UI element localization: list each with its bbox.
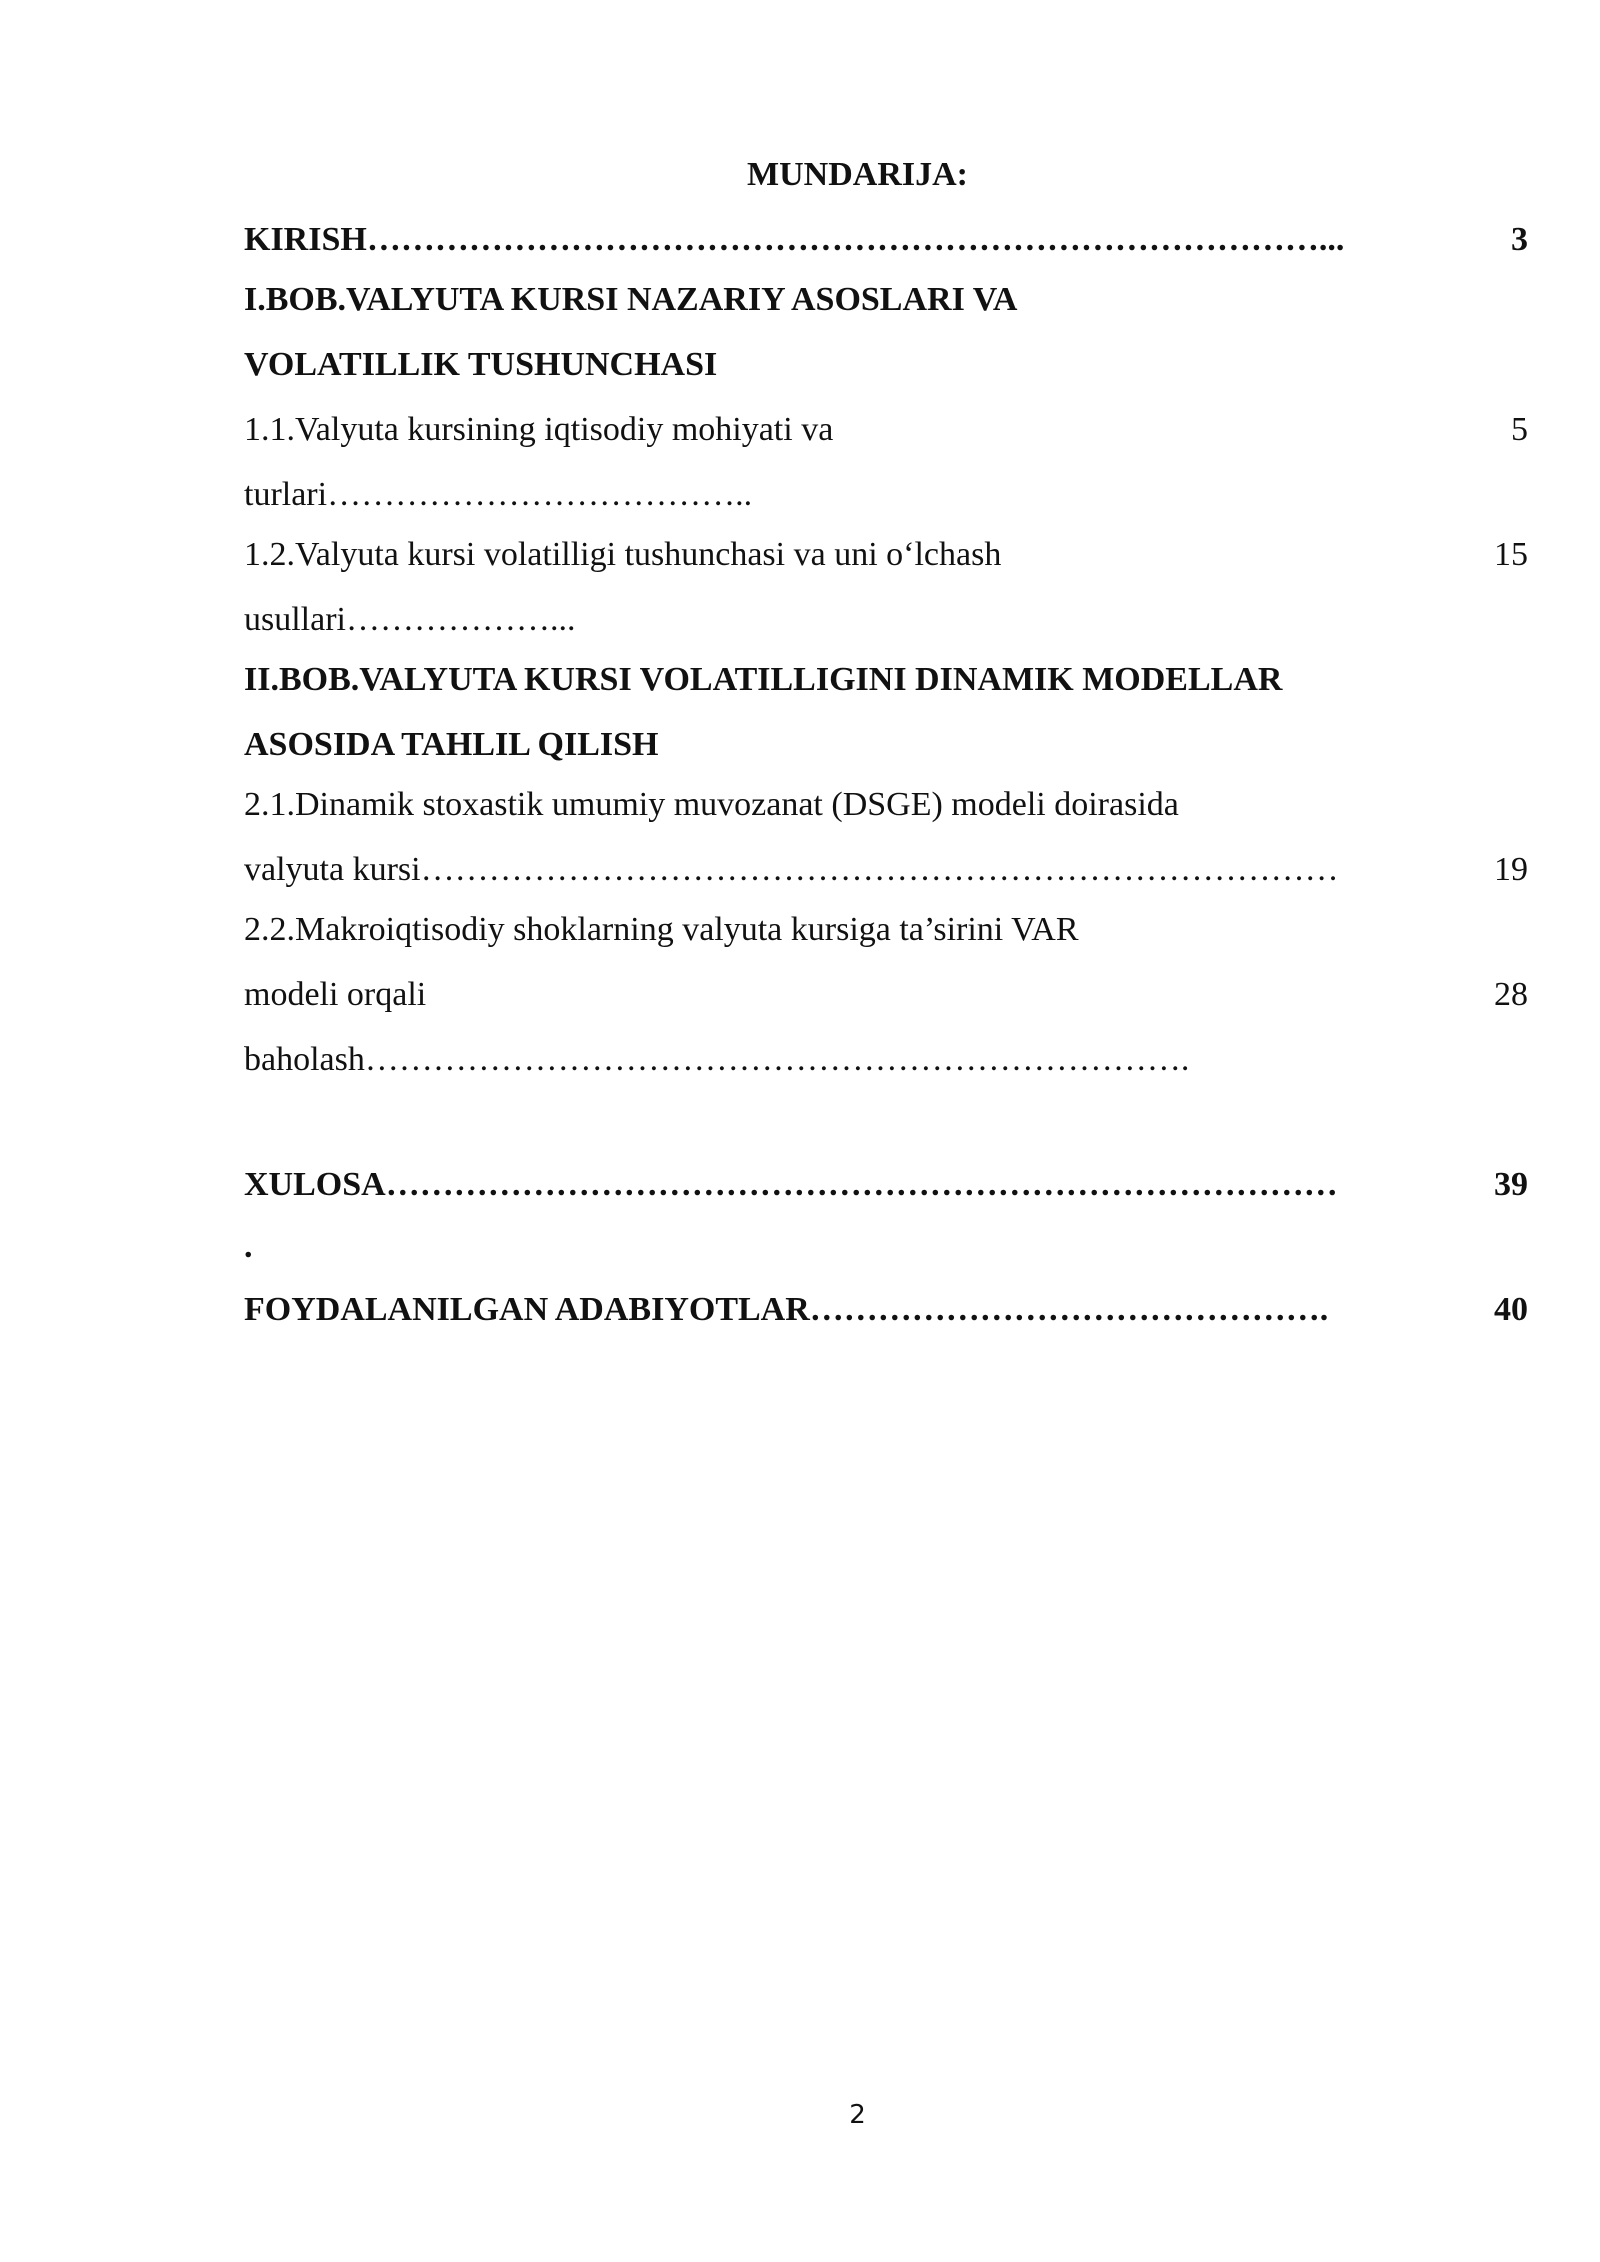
toc-title: MUNDARIJA: (747, 156, 968, 193)
toc-page-section-2-1: 19 (1494, 851, 1528, 888)
toc-entry-references: FOYDALANILGAN ADABIYOTLAR………………………………………. (244, 1291, 1329, 1328)
toc-section-2-1-line-1: 2.1.Dinamik stoxastik umumiy muvozanat (DSGE) modeli doirasida (244, 786, 1179, 823)
toc-section-2-2-line-3: baholash………………………………………………………………. (244, 1041, 1190, 1078)
toc-entry-kirish: KIRISH…………………………………………………………………………... (244, 221, 1345, 258)
toc-page-kirish: 3 (1511, 221, 1528, 258)
toc-page-section-1-1: 5 (1511, 411, 1528, 448)
toc-section-1-2-line-2: usullari………………... (244, 601, 576, 638)
toc-chapter-1-line-1: I.BOB.VALYUTA KURSI NAZARIY ASOSLARI VA (244, 281, 1018, 318)
toc-entry-xulosa: XULOSA………………………………………………………………………… (244, 1166, 1338, 1203)
toc-section-2-2-line-2: modeli orqali (244, 976, 427, 1013)
toc-chapter-2-line-1: II.BOB.VALYUTA KURSI VOLATILLIGINI DINAMIK MODELLAR (244, 661, 1283, 698)
toc-page-section-1-2: 15 (1494, 536, 1528, 573)
toc-chapter-1-line-2: VOLATILLIK TUSHUNCHASI (244, 346, 718, 383)
toc-section-1-1-line-2: turlari……………………………….. (244, 476, 753, 513)
toc-page-references: 40 (1494, 1291, 1528, 1328)
toc-section-1-2-line-1: 1.2.Valyuta kursi volatilligi tushunchasi va uni o‘lchash (244, 536, 1002, 573)
toc-section-2-2-line-1: 2.2.Makroiqtisodiy shoklarning valyuta kursiga ta’sirini VAR (244, 911, 1079, 948)
toc-section-2-1-line-2: valyuta kursi……………………………………………………………………… (244, 851, 1339, 888)
toc-page-section-2-2: 28 (1494, 976, 1528, 1013)
toc-entry-xulosa-continuation: . (244, 1228, 253, 1265)
toc-page-xulosa: 39 (1494, 1166, 1528, 1203)
toc-chapter-2-line-2: ASOSIDA TAHLIL QILISH (244, 726, 659, 763)
toc-section-1-1-line-1: 1.1.Valyuta kursining iqtisodiy mohiyati va (244, 411, 834, 448)
page-number: 2 (849, 2100, 866, 2130)
